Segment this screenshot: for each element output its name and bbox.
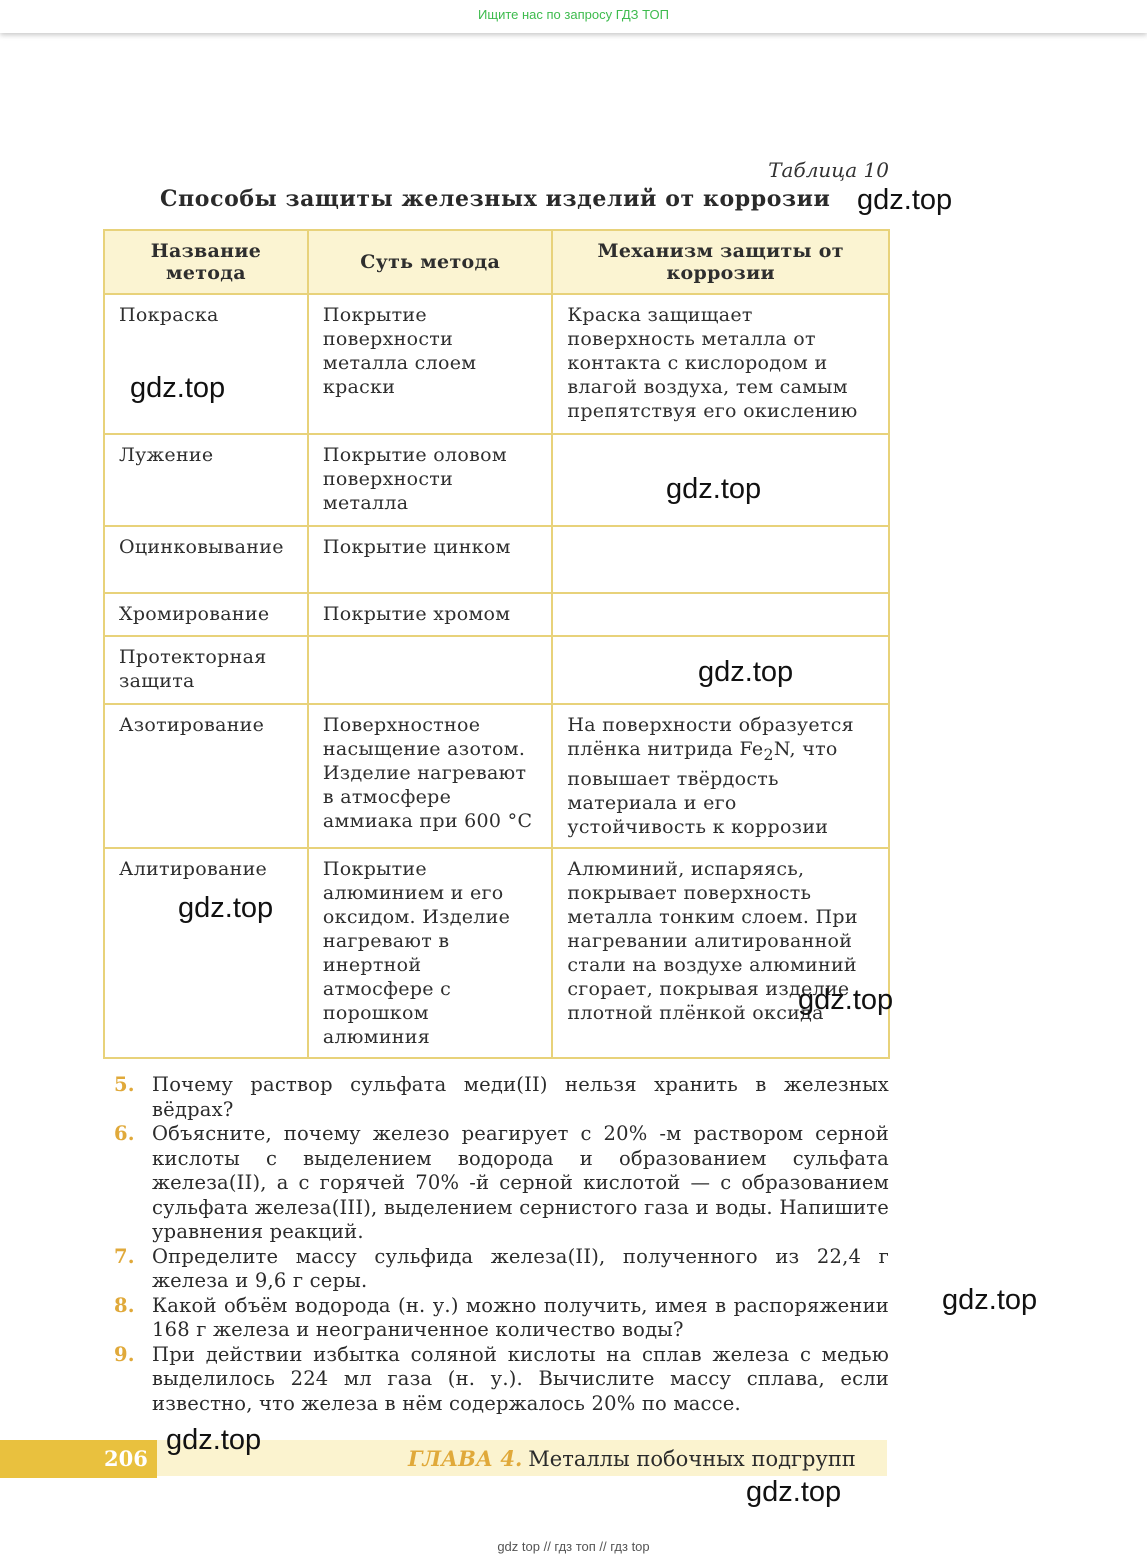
table-row bbox=[104, 294, 889, 434]
method-mechanism: Краска защищает поверхность металла от контакта с кислородом и влагой воздуха, тем самым препятствуя его окислению bbox=[552, 294, 889, 434]
method-essence bbox=[308, 636, 552, 704]
method-name: Лужение bbox=[104, 434, 308, 526]
subscript-index: 2 bbox=[763, 744, 774, 764]
watermark: gdz.top bbox=[698, 656, 794, 688]
method-essence: Покрытие поверхности металла слоем краски bbox=[308, 294, 552, 434]
question-text: Определите массу сульфида железа(II), полученного из 22,4 г железа и 9,6 г серы. bbox=[152, 1244, 889, 1292]
question-item bbox=[114, 1073, 889, 1122]
question-text: Объясните, почему железо реагирует с 20% -м раствором серной кислоты с выделением водорода и образованием сульфата железа(II), а с горячей 70% -й серной кислотой — с образованием сульфата железа(III), выделением сернистого газа и воды. Напишите уравнения реакций. bbox=[152, 1122, 889, 1243]
method-mechanism bbox=[552, 704, 889, 848]
top-banner-text: Ищите нас по запросу ГДЗ ТОП bbox=[478, 7, 669, 22]
mechanism-text-part: На поверхности образуется плёнка нитрида Fe bbox=[567, 714, 854, 760]
watermark: gdz.top bbox=[166, 1424, 262, 1456]
method-mechanism bbox=[552, 526, 889, 593]
method-name: Алитирование bbox=[104, 848, 308, 1058]
question-number: 7. bbox=[114, 1244, 135, 1268]
method-essence: Поверхностное насыщение азотом. Изделие нагревают в атмосфере аммиака при 600 °C bbox=[308, 704, 552, 848]
question-number: 6. bbox=[114, 1122, 135, 1145]
question-text: Какой объём водорода (н. у.) можно получить, имея в распоряжении 168 г железа и неограниченное количество воды? bbox=[152, 1293, 889, 1341]
method-essence: Покрытие алюминием и его оксидом. Изделие нагревают в инертной атмосфере с порошком алюминия bbox=[308, 848, 552, 1058]
method-name: Покраска bbox=[104, 294, 308, 434]
question-item bbox=[114, 1245, 889, 1294]
method-name: Протекторная защита bbox=[104, 636, 308, 704]
page-number: 206 bbox=[104, 1446, 148, 1471]
question-item bbox=[114, 1122, 889, 1245]
watermark: gdz.top bbox=[746, 1476, 842, 1508]
table-caption: Таблица 10 bbox=[768, 158, 889, 182]
header-method-essence: Суть метода bbox=[308, 230, 552, 294]
method-name: Хромирование bbox=[104, 593, 308, 636]
method-mechanism: Алюминий, испаряясь, покрывает поверхность металла тонким слоем. При нагревании алитированной стали на воздухе алюминий сгорает, покрывая изделие плотной плёнкой оксида bbox=[552, 848, 889, 1058]
table-title: Способы защиты железных изделий от коррозии bbox=[160, 186, 831, 212]
question-number: 8. bbox=[114, 1293, 135, 1317]
watermark: gdz.top bbox=[130, 372, 226, 404]
watermark: gdz.top bbox=[178, 892, 274, 924]
watermark: gdz.top bbox=[798, 984, 894, 1016]
table-row bbox=[104, 434, 889, 526]
table-row bbox=[104, 526, 889, 593]
header-method-name: Название метода bbox=[104, 230, 308, 294]
method-name: Азотирование bbox=[104, 704, 308, 848]
mechanism-text-part: N, что повышает твёрдость материала и его устойчивость к коррозии bbox=[567, 738, 838, 838]
top-banner bbox=[0, 0, 1147, 33]
bottom-links: gdz top // гдз топ // гдз top bbox=[497, 1539, 650, 1554]
question-text: При действии избытка соляной кислоты на сплав железа с медью выделилось 224 мл газа (н. у.). Вычислите массу сплава, если известно, что железа в нём содержалось 20% по массе. bbox=[152, 1342, 889, 1415]
questions-list bbox=[114, 1073, 889, 1416]
question-text: Почему раствор сульфата меди(II) нельзя хранить в железных вёдрах? bbox=[152, 1073, 889, 1121]
method-mechanism bbox=[552, 593, 889, 636]
method-essence: Покрытие оловом поверхности металла bbox=[308, 434, 552, 526]
corrosion-protection-table bbox=[103, 229, 890, 1059]
table-row bbox=[104, 848, 889, 1058]
question-item bbox=[114, 1294, 889, 1343]
watermark: gdz.top bbox=[942, 1284, 1038, 1316]
method-essence: Покрытие хромом bbox=[308, 593, 552, 636]
chapter-title bbox=[408, 1446, 856, 1471]
question-number: 5. bbox=[114, 1073, 135, 1096]
table-header-row bbox=[104, 230, 889, 294]
chapter-label: ГЛАВА 4. bbox=[408, 1446, 523, 1471]
table-row bbox=[104, 593, 889, 636]
watermark: gdz.top bbox=[666, 473, 762, 505]
table-row bbox=[104, 704, 889, 848]
method-essence: Покрытие цинком bbox=[308, 526, 552, 593]
watermark: gdz.top bbox=[857, 184, 953, 216]
question-item bbox=[114, 1343, 889, 1417]
header-protection-mechanism: Механизм защиты от коррозии bbox=[552, 230, 889, 294]
chapter-name: Металлы побочных подгрупп bbox=[528, 1447, 856, 1471]
question-number: 9. bbox=[114, 1342, 135, 1366]
method-name: Оцинковывание bbox=[104, 526, 308, 593]
